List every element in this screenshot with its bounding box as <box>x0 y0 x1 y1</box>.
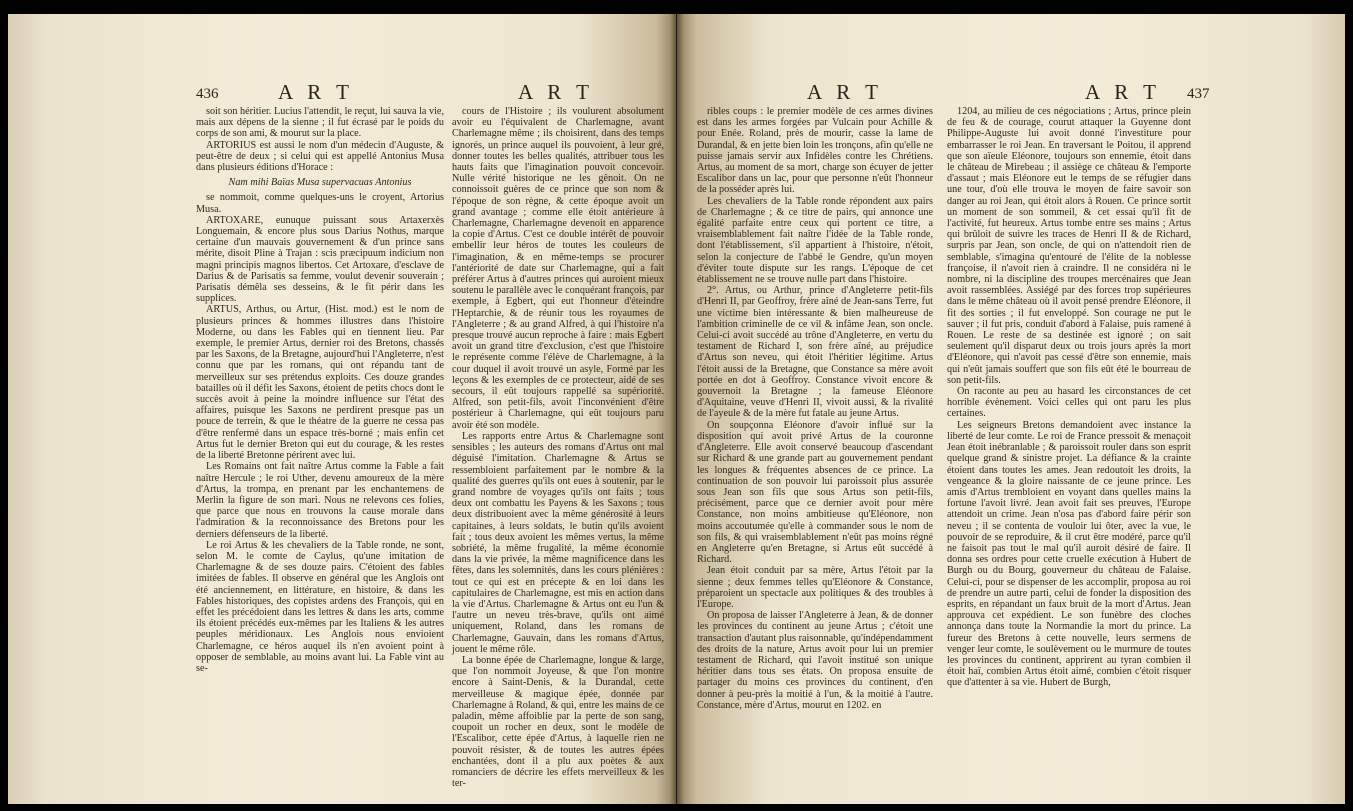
running-head-right-col1: A R T <box>807 80 883 104</box>
paragraph: 2°. Artus, ou Arthur, prince d'Angleterre petit-fils d'Henri II, par Geoffroy, frère aîné de Jean-sans Terre, fut une victime bien intéressante & bien malheureuse de l'ambition criminelle de ce vil & infâme Jean, son oncle. Celui-ci avoit succédé au trône d'Angleterre, en vertu du testament de Richard I, son frère aîné, au préjudice d'Artus son neveu, qui étoit l'héritier légitime. Artus l'étoit aussi de la Bretagne, que Constance sa mère avoit portée en dot à Geoffroy. Constance vivoit encore & gouvernoit la Bretagne ; la fameuse Eléonore d'Aquitaine, veuve d'Henri II, vivoit aussi, & la rivalité de l'ayeule & de la mère fut fatale au jeune Artus. <box>697 285 933 420</box>
left-page-column-2 <box>452 106 664 789</box>
paragraph: Les rapports entre Artus & Charlemagne sont sensibles ; les auteurs des romans d'Artus ont mal déguisé l'imitation. Charlemagne & Artus se ressembloient parfaitement par le nombre & la qualité des guerres qu'ils ont eues à soutenir, par le grand nombre de voyages qu'ils ont faits ; tous deux ont combattu les Payens & les Saxons ; tous deux distribuoient avec la même générosité à leurs capitaines, à leurs soldats, le butin qu'ils avoient fait ; tous deux avoient les mêmes vertus, la même sobriété, la même frugalité, la même économie dans la vie privée, la même magnificence dans les fêtes, dans les solemnités, dans les cours plénières : tout ce qui est en précepte & en loi dans les capitulaires de Charlemagne, est mis en action dans la vie d'Artus. Charlemagne & Artus ont eu l'un & l'autre un neveu très-brave, qu'ils ont aimé uniquement, Roland, dans les romans de Charlemagne, Gauvain, dans les romans d'Artus, jouent le même rôle. <box>452 430 664 655</box>
paragraph: Les chevaliers de la Table ronde répondent aux pairs de Charlemagne ; & ce titre de pairs, qui annonce une égalité parfaite entre ceux qui portent ce titre, a vraisemblablement fait naître l'idée de la Table ronde, dont l'établissement, s'il appartient à l'histoire, n'étoit, selon la conjecture de l'abbé le Gendre, qu'un moyen d'éviter toute dispute sur les rangs. L'époque de cet établissement ne se trouve nulle part dans l'histoire. <box>697 195 933 286</box>
paragraph: On soupçonna Eléonore d'avoir influé sur la disposition qui avoit privé Artus de la couronne d'Angleterre. Elle avoit conservé beaucoup d'ascendant sur Richard & une grande part au gouvernement pendant les longues & fréquentes absences de ce prince. La continuation de son pouvoir lui paroissoit plus assurée sous Jean son fils que sous Artus son petit-fils, précisément, parce que ce dernier avoit pour mère Constance, non moins ambitieuse qu'Eléonore, non moins accoutumée qu'elle à commander sous le nom de son fils, & qui vraisemblablement n'eût pas moins régné en Angleterre qu'en Bretagne, si Artus eût succédé à Richard. <box>697 419 933 566</box>
book-gutter <box>670 14 684 804</box>
paragraph: 1204, au milieu de ces négociations ; Artus, prince plein de feu & de courage, courut attaquer la Guyenne dont Philippe-Auguste lui avoit donné l'investiture pour embarrasser le roi Jean. En traversant le Poitou, il apprend que son aïeule Eléonore, toujours son ennemie, étoit dans le château de Mirebeau ; il assiège ce château & l'emporte d'assaut ; mais Eléonore eut le temps de se réfugier dans une tour, d'où elle trouva le moyen de faire savoir son danger au roi Jean, qui étoit alors à Rouen. Ce prince sortit un moment de son sommeil, & cet essai qu'il fit de l'activité, fut heureux. Artus tombe entre ses mains ; Artus qui brûloit de suivre les traces de Henri II & de Richard, surpris par Jean, son oncle, de qui on n'attendoit rien de semblable, s'imagina qu'entouré de l'élite de la noblesse françoise, il n'avoit rien à craindre. Il ne considéra ni le nombre, ni la discipline des troupes mercénaires que Jean avoit rassemblées. Assiégé par des forces trop supérieures dans le même château où il avoit pensé prendre Eléonore, il fit des sorties ; il fut enveloppé. Son courage ne put le sauver ; il fut pris, conduit d'abord à Falaise, puis ramené à Rouen. Le reste de sa destinée est ignoré ; on sait seulement qu'il disparut deux ou trois jours après la mort d'Eléonore, qui n'avoit pas cessé d'être son ennemie, mais qui n'eût jamais souffert que son fils eût été le bourreau de son petit-fils. <box>947 106 1191 386</box>
paragraph: ribles coups : le premier modèle de ces armes divines est dans les armes forgées par Vulcain pour Achille & pour Enée. Roland, près de mourir, casse la lame de Durandal, & en jette bien loin les tronçons, afin qu'elle ne puisse jamais servir aux Infidèles contre les Chrétiens. Artus, au moment de sa mort, charge son écuyer de jetter Escalibor dans un lac, pour que personne n'eût l'honneur de la posséder après lui. <box>697 106 933 196</box>
paragraph: On proposa de laisser l'Angleterre à Jean, & de donner les provinces du continent au jeune Artus ; c'étoit une transaction d'autant plus raisonnable, qu'indépendamment des droits de la nature, Artus avoit pour lui un premier testament de Richard, qui l'avoit institué son unique héritier dans tous ses états. On proposa ensuite de partager du moins ces provinces du continent, d'en donner à peu-près la moitié à l'un, & la moitié à l'autre. Constance, mère d'Artus, mourut en 1202. en <box>697 610 933 711</box>
paragraph: Le roi Artus & les chevaliers de la Table ronde, ne sont, selon M. le comte de Caylus, qu'une imitation de Charlemagne & de ses douze pairs. C'étoient des fables imitées de fables. Il observe en général que les Anglois ont été anciennement, en littérature, en histoire, & dans les Fables historiques, des copistes ardens des François, qui en effet les précédoient dans les lettres & dans les arts, comme ils étoient précédés eux-mêmes par les Italiens & les autres peuples méridionaux. Les Anglois nous envioient Charlemagne, ce héros auquel ils n'en avoient point à opposer de semblable, au moins avant lui. La Fable vint au se- <box>196 539 444 674</box>
paragraph: La bonne épée de Charlemagne, longue & large, que l'on nommoit Joyeuse, & que l'on montre encore à Saint-Denis, & la Durandal, cette merveilleuse & magique épée, donnée par Charlemagne à Roland, & qui, entre les mains de ce paladin, même affoiblie par la perte de son sang, coupoit un rocher en deux, sont le modèle de l'Escalibor, cette épée d'Artus, à laquelle rien ne pouvoit résister, & de toutes les autres épées enchantées, dont il a plu aux poètes & aux romanciers de décrire les effets merveilleux & les ter- <box>452 654 664 790</box>
left-page <box>8 14 676 804</box>
paragraph: ARTOXARE, eunuque puissant sous Artaxerxès Longuemain, & encore plus sous Darius Nothus, marque certaine d'un mauvais gouvernement & d'un prince sans mérite, disoit Pline à Trajan : scis præcipuum indicium non magni principis magnos libertos. Cet Artoxare, d'esclave de Darius & de Parisatis sa femme, voulut devenir souverain ; Parisatis démêla ses desseins, & le fit périr dans les supplices. <box>196 214 444 305</box>
left-page-column-1 <box>196 106 444 674</box>
paragraph: ARTORIUS est aussi le nom d'un médecin d'Auguste, & peut-être de deux ; si celui qui est appellé Antonius Musa dans plusieurs éditions d'Horace : <box>196 139 444 174</box>
paragraph: Les seigneurs Bretons demandoient avec instance la liberté de leur comte. Le roi de France pressoit & menaçoit Jean étoit inébranlable ; & paroissoit rouler dans son esprit quelque grand & sinistre projet. La défiance & la crainte étoient dans toutes les ames. Jean redoutoit les droits, la vengeance & la gloire naissante de ce jeune prince. Les amis d'Artus trembloient en voyant dans quelles mains la fortune l'avoit livré. Jean avoit fait ses preuves, l'Europe attendoit un crime. Jean n'osa pas d'abord faire périr son neveu ; il se contenta de vouloir lui ôter, avec la vue, le pouvoir de se reproduire, & il crut être modéré, parce qu'il ne faisoit pas tout le mal qu'il auroit désiré de faire. Il donna ses ordres pour cette cruelle exécution à Hubert de Burgh ou du Bourg, gouverneur du château de Falaise. Celui-ci, pour se dispenser de les accomplir, proposa au roi de prendre un autre parti, celui de fonder la disposition des esprits, en répandant un faux bruit de la mort d'Artus. Jean approuva cet expédient. Le son funèbre des cloches annonça dans toute la Normandie la mort du prince. La fureur des Bretons à cette nouvelle, leurs sermens de venger leur comte, le soulèvement ou le murmure de toutes les provinces du continent, apprirent au tyran combien il étoit haï, combien Artus étoit aimé, combien c'étoit risquer que d'attenter à sa vie. Hubert de Burgh, <box>947 419 1191 689</box>
running-head-left-col2: A R T <box>518 80 594 104</box>
right-page-column-1 <box>697 106 933 711</box>
paragraph: Les Romains ont fait naître Artus comme la Fable a fait naître Hercule ; le roi Uther, devenu amoureux de la mère d'Artus, la trompa, en prenant par les enchantemens de Merlin la figure de son mari. Nous ne relevons ces folies, que parce que nous en trouvons la cause morale dans l'admiration & la reconnoissance des Bretons pour les derniers défenseurs de la liberté. <box>196 461 444 540</box>
paragraph: On raconte au peu au hasard les circonstances de cet horrible évènement. Voici celles qui ont paru les plus certaines. <box>947 386 1191 420</box>
paragraph: ARTUS, Arthus, ou Artur, (Hist. mod.) est le nom de plusieurs princes & hommes illustres dans l'histoire Moderne, ou dans les Fables qui en tiennent lieu. Par exemple, le premier Artus, dernier roi des Bretons, chassés par les Saxons, de la Bretagne, aujourd'hui l'Angleterre, n'est connu que par les romans, qui ont répandu tant de merveilleux sur ses prétendus exploits. Ces douze grandes batailles où il défit les Saxons, étoient de petits chocs dont le succès avoit à peine la moindre influence sur l'état des affaires, puisque les Saxons ne perdirent presque pas un pouce de terrein, & que le théatre de la guerre ne cessa pas d'être renfermé dans un espace très-borné ; mais enfin cet Artus fut le dernier Breton qui eut du courage, & les restes de la liberté Bretonne périrent avec lui. <box>196 304 444 462</box>
running-head-right-col2: A R T <box>1085 80 1161 104</box>
paragraph: Jean étoit conduit par sa mère, Artus l'étoit par la sienne ; deux femmes telles qu'Eléonore & Constance, préparoient un spectacle aux politiques & des troubles à l'Europe. <box>697 565 933 610</box>
right-page <box>677 14 1345 804</box>
page-number-left: 436 <box>196 86 219 102</box>
latin-quote: Nam mihi Baïas Musa supervacuas Antonius <box>228 177 412 189</box>
book-spread <box>8 14 1345 804</box>
page-number-right: 437 <box>1187 86 1210 102</box>
paragraph: cours de l'Histoire ; ils voulurent absolument avoir eu l'équivalent de Charlemagne, avant Charlemagne même ; ils choisirent, dans des temps ignorés, un prince auquel ils pouvoient, à leur gré, donner toutes les belles qualités, attribuer tous les hauts faits que l'imagination pouvoit concevoir. Nulle vérité historique ne les gênoit. On ne connoissoit guères de ce prince que son nom & l'époque de son règne, & cette époque avoit un grand avantage ; comme elle étoit antérieure à Charlemagne, Charlemagne devenoit en apparence la copie d'Artus. C'est ce double intérêt de pouvoir embellir leur héros de toutes les couleurs de l'imagination, & en même-temps se procurer l'antériorité de date sur Charlemagne, qui a fait préférer Artus à d'autres princes qui auroient mieux soutenu le parallèle avec le conquérant françois, par exemple, à Egbert, qui eut l'honneur d'éteindre l'Heptarchie, & de réunir tous les royaumes de l'Angleterre ; & au grand Alfred, à qui l'histoire n'a presque trouvé aucun reproche à faire : mais Egbert avoit un grand titre d'exclusion, c'est que l'histoire le représente comme l'élève de Charlemagne, à la cour duquel il avoit trouvé un asyle, Formé par les leçons & les exemples de ce protecteur, aidé de ses secours, il eût toujours rappellé sa supériorité. Alfred, son petit-fils, avoit l'inconvénient d'être postérieur à Charlemagne, qui eût toujours paru avoir été son modèle. <box>452 106 664 431</box>
paragraph: se nommoit, comme quelques-uns le croyent, Artorius Musa. <box>196 192 444 215</box>
paragraph: soit son héritier. Lucius l'attendit, le reçut, lui sauva la vie, mais aux dépens de la sienne ; il fut écrasé par le poids du corps de son ami, & mourut sur la place. <box>196 106 444 140</box>
right-page-column-2 <box>947 106 1191 689</box>
running-head-left-col1: A R T <box>278 80 354 104</box>
